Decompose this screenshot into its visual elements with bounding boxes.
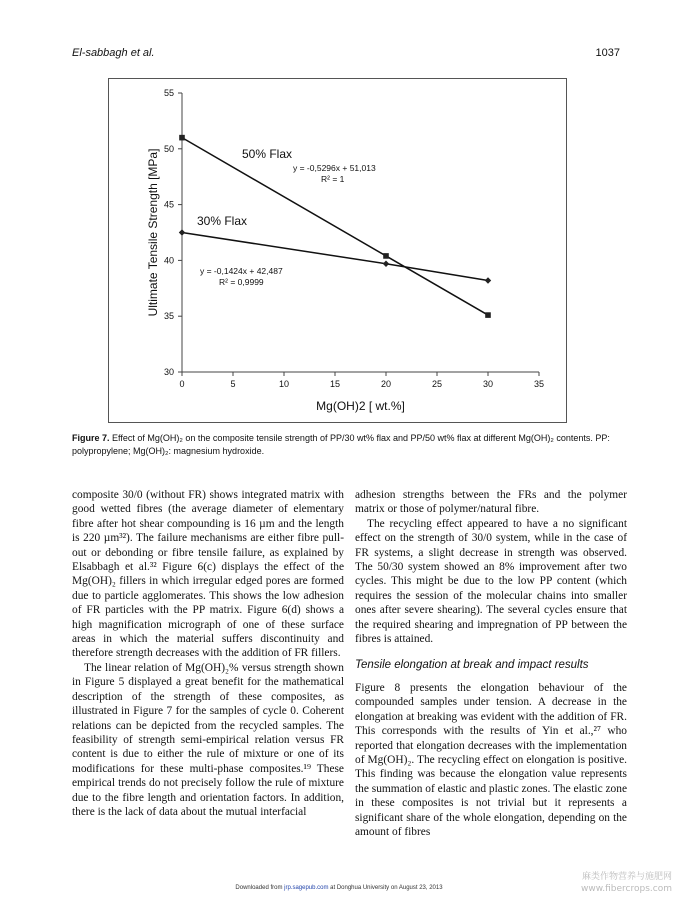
y-axis-label: Ultimate Tensile Strength [MPa]	[146, 148, 160, 317]
section-subheading: Tensile elongation at break and impact results	[355, 659, 589, 672]
x-tick-label: 35	[533, 379, 545, 389]
page-number: 1037	[595, 47, 620, 59]
paragraph: Figure 8 presents the elongation behaviour of the compounded samples under tension. A decrease in the elongation at breaking was evident with the addition of FR. This corresponds with the results of Yin et al.,²⁷ who reported that elongation decreases with the implementation of Mg(OH)₂. The recycling effect on elongation is positive. This finding was because the elongation value represents the summation of elastic and plastic zones. The elastic zone in these composites is not trivial but it represents a significant share of the whole elongation, depending on the amount of fibres	[355, 681, 627, 838]
data-point-diamond	[383, 261, 389, 267]
series-label: 30% Flax	[197, 214, 248, 228]
x-tick-label: 0	[179, 379, 185, 389]
y-tick-label: 45	[163, 199, 174, 210]
fit-r2: R² = 0,9999	[219, 277, 264, 287]
left-column	[72, 488, 344, 819]
data-point-diamond	[179, 229, 185, 235]
running-header-author: El-sabbagh et al.	[72, 47, 155, 59]
watermark	[581, 871, 672, 895]
x-axis-label: Mg(OH)2 [ wt.%]	[316, 399, 405, 413]
data-point-square	[179, 135, 185, 141]
y-tick-label: 50	[163, 143, 174, 154]
caption-label: Figure 7.	[72, 433, 110, 443]
x-tick-label: 15	[329, 379, 341, 389]
footer-prefix: Downloaded from	[235, 885, 283, 891]
x-tick-label: 30	[482, 379, 494, 389]
fit-r2: R² = 1	[321, 174, 345, 184]
fit-equation: y = -0,1424x + 42,487	[200, 266, 283, 276]
x-tick-label: 10	[278, 379, 290, 389]
caption-text: Effect of Mg(OH)₂ on the composite tensile strength of PP/30 wt% flax and PP/50 wt% flax at different Mg(OH)₂ contents. PP: polypropylene; Mg(OH)₂: magnesium hydroxide.	[72, 433, 610, 456]
y-tick-label: 55	[163, 88, 174, 98]
download-footer	[0, 885, 678, 891]
x-tick-label: 25	[431, 379, 443, 389]
fit-equation: y = -0,5296x + 51,013	[293, 163, 376, 173]
footer-link[interactable]: jrp.sagepub.com	[284, 885, 329, 891]
paragraph: adhesion strengths between the FRs and the polymer matrix or those of polymer/natural fibre.	[355, 489, 627, 516]
watermark-line: www.fibercrops.com	[581, 884, 672, 894]
watermark-line: 麻类作物营养与施肥网	[581, 872, 672, 882]
x-tick-label: 20	[380, 379, 392, 389]
paragraph: The recycling effect appeared to have a no significant effect on the strength of 30/0 system, while in the case of FR systems, a slight decrease in strength was observed. The 50/30 system showed an 8% improvement after two cycles. This might be due to the low PP content (which requires the session of the molecular chains into smaller ones after severe shearing). The several cycles ensure that the required shearing and impregnation of PP between the fibres is attained.	[355, 517, 627, 646]
footer-suffix: at Donghua University on August 23, 2013	[330, 885, 443, 891]
y-tick-label: 35	[163, 311, 174, 322]
tensile-strength-chart	[108, 78, 567, 423]
series-label: 50% Flax	[242, 147, 293, 161]
y-tick-label: 30	[163, 367, 174, 377]
y-tick-label: 40	[163, 255, 174, 266]
data-point-square	[383, 253, 389, 259]
right-column	[355, 488, 627, 839]
x-tick-label: 5	[230, 379, 236, 389]
data-point-diamond	[485, 277, 491, 283]
figure-caption	[72, 432, 624, 458]
paragraph: The linear relation of Mg(OH)₂% versus strength shown in Figure 5 displayed a great benefit for the mathematical description of the strength of these composites, as illustrated in Figure 7 for the samples of cycle 0. Coherent relations can be depicted from the recycled samples. The feasibility of strength semi-empirical relation versus FR content is due to either the rule of mixture or one of its modifications for these multi-phase composites.¹⁹ These empirical trends do not precisely follow the rule of mixture due to the fibre length and orientation factors. In addition, there is the lack of data about the mutual interfacial	[72, 661, 344, 818]
paragraph: composite 30/0 (without FR) shows integrated matrix with good wetted fibres (the average diameter of elementary fibre after hot shear compounding is 16 µm and the length is 220 µm³²). The failure mechanisms are either fibre pull-out or debonding or fibre tensile failure, as explained by Elsabbagh et al.³² Figure 6(c) displays the effect of the Mg(OH)₂ fillers in which irregular edged pores are formed due to particle agglomerates. This shows the low adhesion of FR particles with the PP matrix. Figure 6(d) shows a high magnification micrograph of one of these surface areas in which the material suffers discontinuity and therefore strength decreases with the addition of FR fillers.	[72, 489, 344, 660]
data-point-square	[485, 312, 491, 318]
